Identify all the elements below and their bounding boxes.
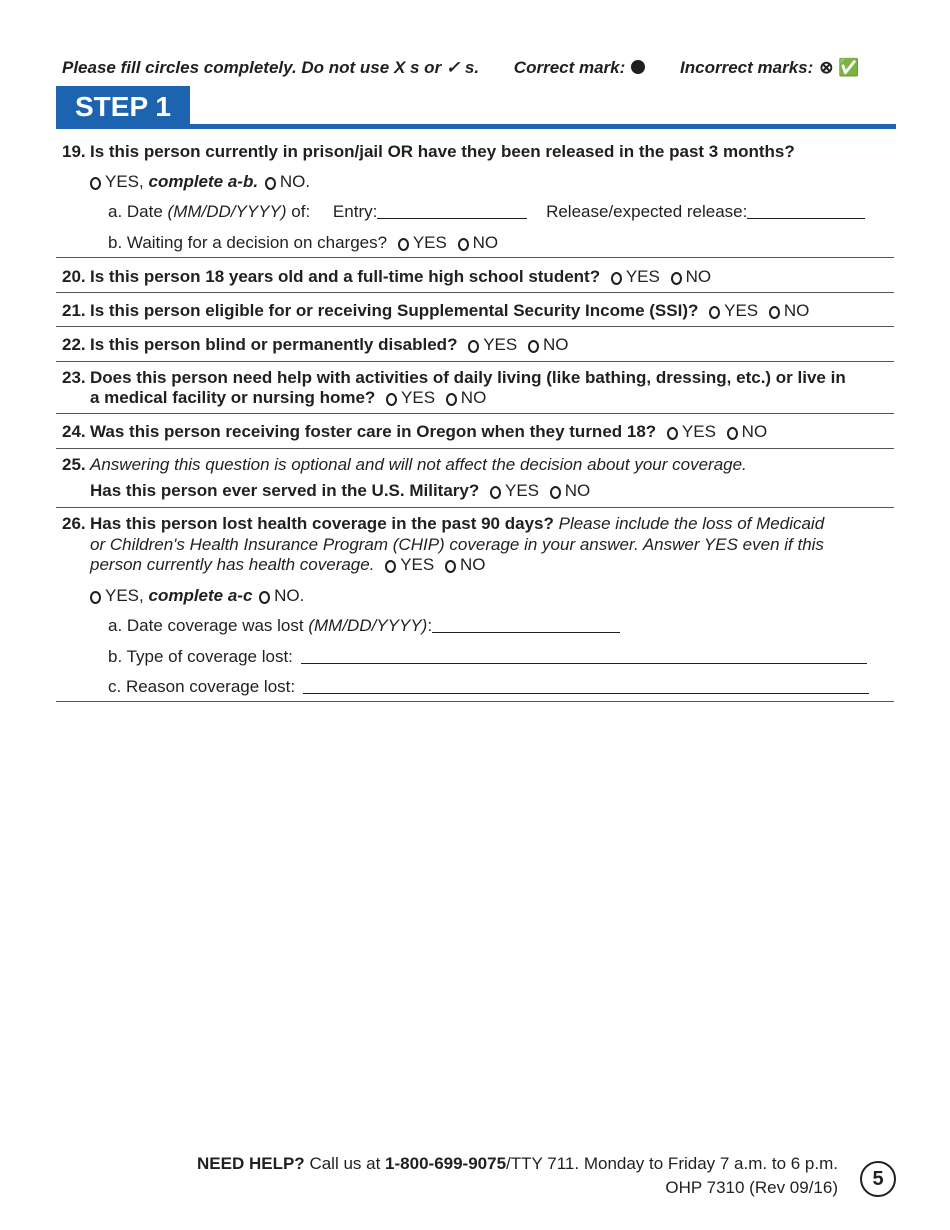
question-26-note3: person currently has health coverage. YES NO (90, 555, 486, 574)
q23-yes-radio[interactable] (386, 393, 397, 406)
q19-date-row: a. Date (MM/DD/YYYY) of: Entry: Release/expected release: (108, 202, 865, 222)
q26-reason-field[interactable] (303, 678, 869, 694)
incorrect-marks-icon: ⊗ ✅ (819, 58, 860, 77)
step-rule (56, 124, 896, 129)
q26-inline-yes-radio[interactable] (385, 560, 396, 573)
q19-charges-row: b. Waiting for a decision on charges? YES NO (108, 233, 499, 252)
filled-circle-icon (631, 60, 645, 74)
q24-no-radio[interactable] (727, 427, 738, 440)
q25-yes-radio[interactable] (490, 486, 501, 499)
q26-date-lost-field[interactable] (432, 617, 620, 633)
q26-type-field[interactable] (301, 648, 867, 664)
q20-yes-radio[interactable] (611, 272, 622, 285)
page-number: 5 (860, 1161, 896, 1197)
question-25: 25. Answering this question is optional and will not affect the decision about your coverage. (62, 455, 747, 474)
q26-date-row: a. Date coverage was lost (MM/DD/YYYY): (108, 616, 620, 636)
q25-no-radio[interactable] (550, 486, 561, 499)
q21-yes-radio[interactable] (709, 306, 720, 319)
divider (56, 448, 894, 449)
q19-no-radio[interactable] (265, 177, 276, 190)
q19-release-date-field[interactable] (747, 203, 865, 219)
divider (56, 507, 894, 508)
correct-mark-label: Correct mark: (513, 58, 626, 77)
form-number: OHP 7310 (Rev 09/16) (665, 1178, 838, 1197)
q26-no-radio[interactable] (259, 591, 270, 604)
divider (56, 413, 894, 414)
q26-reason-row: c. Reason coverage lost: (108, 677, 869, 697)
question-25-text: Has this person ever served in the U.S. Military? YES NO (90, 481, 591, 500)
q19b-yes-radio[interactable] (398, 238, 409, 251)
question-19-options: YES, complete a-b. NO. (90, 172, 310, 192)
question-26-note2: or Children's Health Insurance Program (CHIP) coverage in your answer. Answer YES even if this (90, 535, 824, 554)
q26-inline-no-radio[interactable] (445, 560, 456, 573)
q22-no-radio[interactable] (528, 340, 539, 353)
question-26-options: YES, complete a-c NO. (90, 586, 304, 606)
question-22: 22. Is this person blind or permanently disabled? YES NO (62, 335, 569, 354)
question-24: 24. Was this person receiving foster care in Oregon when they turned 18? YES NO (62, 422, 768, 441)
q19-entry-date-field[interactable] (377, 203, 527, 219)
q26-yes-radio[interactable] (90, 591, 101, 604)
question-19-text: Is this person currently in prison/jail OR have they been released in the past 3 months? (90, 142, 795, 161)
q24-yes-radio[interactable] (667, 427, 678, 440)
section-end-rule (56, 701, 894, 702)
question-26: 26. Has this person lost health coverage in the past 90 days? Please include the loss of Medicaid (62, 514, 825, 533)
footer-help: NEED HELP? Call us at 1-800-699-9075/TTY 711. Monday to Friday 7 a.m. to 6 p.m. OHP 7310 (Rev 09/16) (197, 1154, 838, 1197)
fill-instructions: Please fill circles completely. Do not use X s or ✓ s. (62, 58, 480, 77)
q19-yes-radio[interactable] (90, 177, 101, 190)
q21-no-radio[interactable] (769, 306, 780, 319)
question-20: 20. Is this person 18 years old and a full-time high school student? YES NO (62, 267, 712, 286)
step-title: STEP 1 (56, 86, 190, 126)
divider (56, 292, 894, 293)
divider (56, 361, 894, 362)
question-23: 23. Does this person need help with activities of daily living (like bathing, dressing, etc.) or live in (62, 368, 846, 387)
question-21: 21. Is this person eligible for or receiving Supplemental Security Income (SSI)? YES NO (62, 301, 810, 320)
q22-yes-radio[interactable] (468, 340, 479, 353)
q20-no-radio[interactable] (671, 272, 682, 285)
question-19: 19. Is this person currently in prison/jail OR have they been released in the past 3 months? (62, 142, 795, 161)
instructions-line (62, 58, 859, 78)
divider (56, 326, 894, 327)
question-23-line2: a medical facility or nursing home? YES NO (90, 388, 487, 407)
divider (56, 257, 894, 258)
incorrect-marks-label: Incorrect marks: (680, 58, 814, 77)
q26-type-row: b. Type of coverage lost: (108, 647, 867, 667)
q19b-no-radio[interactable] (458, 238, 469, 251)
q23-no-radio[interactable] (446, 393, 457, 406)
